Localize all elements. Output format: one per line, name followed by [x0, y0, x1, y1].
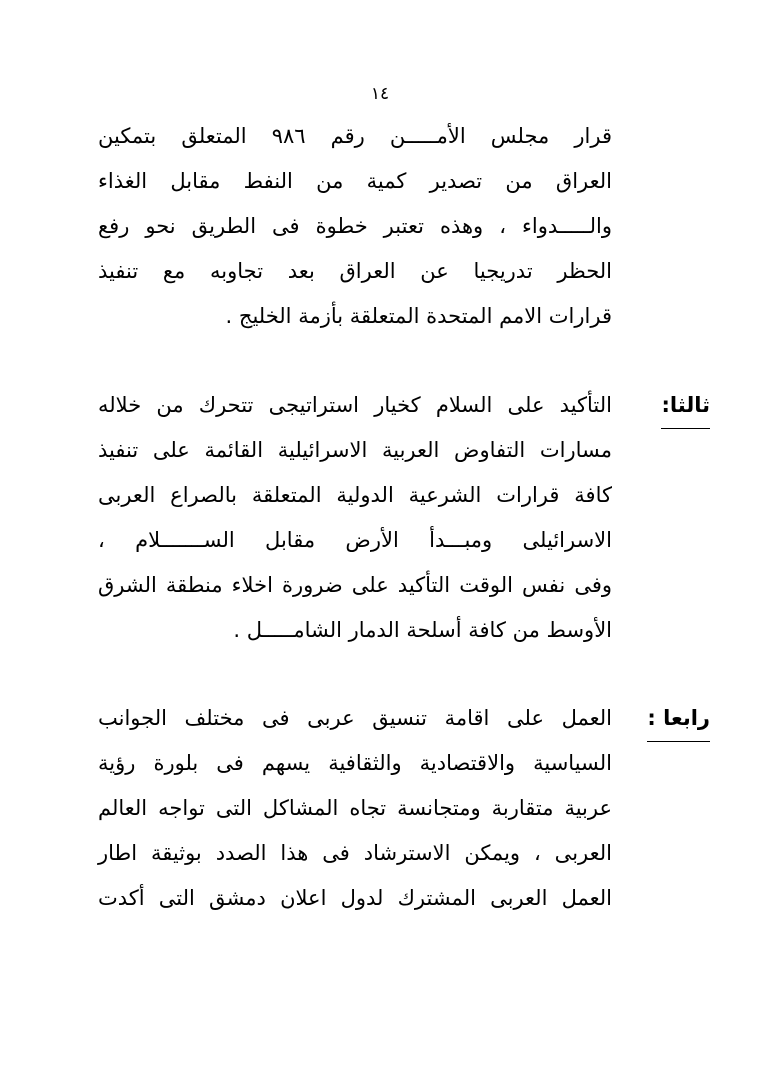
section-label-third: ثالثا: [661, 383, 710, 429]
section-label-fourth: رابعا : [647, 696, 710, 742]
text-line: السياسية والاقتصادية والثقافية يسهم فى بلورة رؤية [98, 751, 612, 775]
paragraph-third [98, 383, 612, 653]
text-line: وفى نفس الوقت التأكيد على ضرورة اخلاء منطقة الشرق [98, 573, 612, 597]
text-line: مسارات التفاوض العربية الاسرائيلية القائمة على تنفيذ [98, 438, 612, 462]
paragraph-1 [98, 114, 612, 339]
text-line: والـــــدواء ، وهذه تعتبر خطوة فى الطريق نحو رفع [98, 214, 612, 238]
text-line: قرار مجلس الأمـــــن رقم ٩٨٦ المتعلق بتمكين [98, 124, 612, 148]
page-number: ١٤ [370, 84, 390, 104]
text-line: عربية متقاربة ومتجانسة تجاه المشاكل التى تواجه العالم [98, 796, 612, 820]
text-line: قرارات الامم المتحدة المتعلقة بأزمة الخليج . [225, 304, 612, 328]
paragraph-fourth [98, 696, 612, 921]
text-line: الأوسط من كافة أسلحة الدمار الشامـــــل . [233, 618, 612, 642]
text-line: العراق من تصدير كمية من النفط مقابل الغذاء [98, 169, 612, 193]
text-line: الاسرائيلى ومبـــدأ الأرض مقابل الســـــــلام ، [98, 528, 612, 552]
text-line: التأكيد على السلام كخيار استراتيجى تتحرك من خلاله [98, 393, 612, 417]
text-line: العربى ، ويمكن الاسترشاد فى هذا الصدد بوثيقة اطار [98, 841, 612, 865]
text-line: العمل على اقامة تنسيق عربى فى مختلف الجوانب [98, 706, 612, 730]
text-line: كافة قرارات الشرعية الدولية المتعلقة بالصراع العربى [98, 483, 612, 507]
text-line: العمل العربى المشترك لدول اعلان دمشق التى أكدت [98, 886, 612, 910]
text-line: الحظر تدريجيا عن العراق بعد تجاوبه مع تنفيذ [98, 259, 612, 283]
